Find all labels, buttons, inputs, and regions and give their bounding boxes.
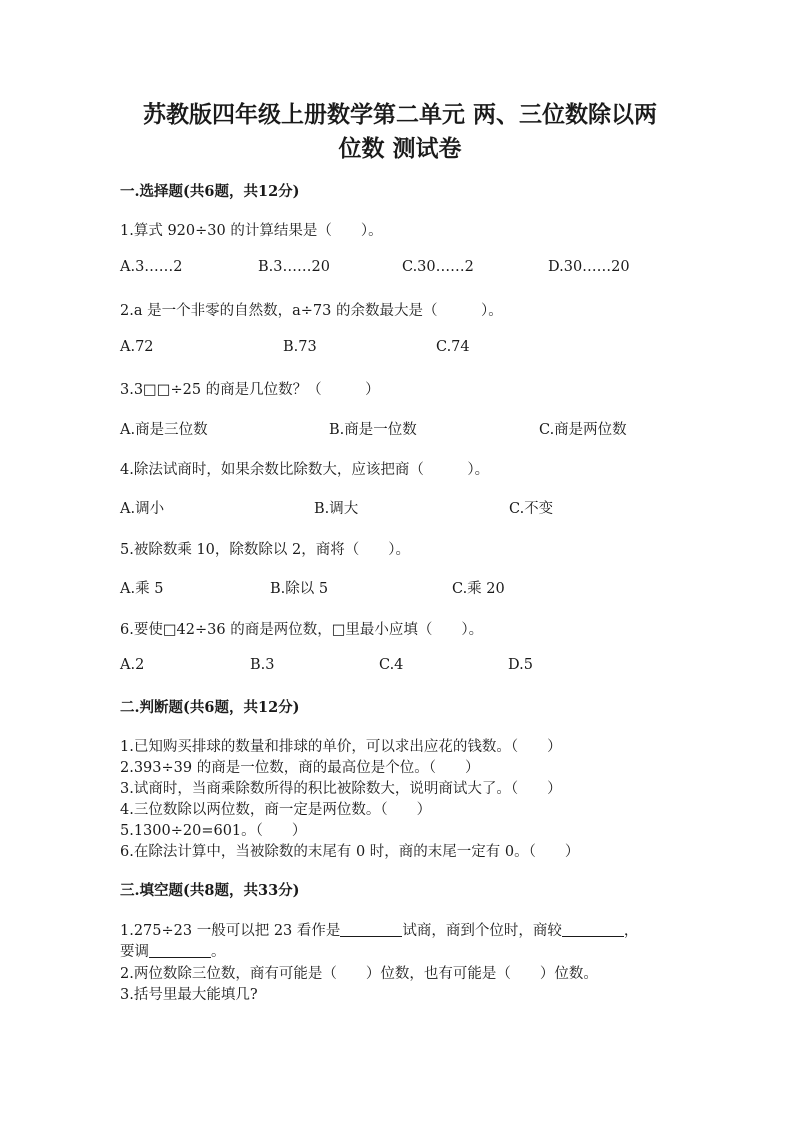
choice-option: B.除以 5 xyxy=(270,581,329,597)
choice-option: C.30……2 xyxy=(402,259,474,275)
fill-question-1-line2 xyxy=(120,940,226,961)
choice-option: C.4 xyxy=(379,657,404,673)
choice-option: B.3 xyxy=(250,657,275,673)
choice-option: A.72 xyxy=(120,339,154,355)
choice-option: B.商是一位数 xyxy=(329,422,417,438)
answer-blank[interactable] xyxy=(340,922,402,937)
worksheet-title-line1: 苏教版四年级上册数学第二单元 两、三位数除以两 xyxy=(142,101,657,128)
section-heading-fill: 三.填空题(共8题，共33分) xyxy=(120,882,300,899)
fill-question-1-text: 1.275÷23 一般可以把 23 看作是 xyxy=(120,923,341,939)
worksheet-title-line2: 位数 测试卷 xyxy=(338,135,462,162)
choice-option: D.5 xyxy=(508,657,533,673)
choice-option: B.3……20 xyxy=(258,259,330,275)
choice-option: B.73 xyxy=(283,339,317,355)
fill-question-1 xyxy=(120,919,638,940)
choice-option: A.乘 5 xyxy=(120,581,164,597)
answer-blank[interactable] xyxy=(562,922,624,937)
choice-option: C.乘 20 xyxy=(452,581,505,597)
judge-item-5: 5.1300÷20=601。（ ） xyxy=(120,823,307,839)
choice-option: C.74 xyxy=(436,339,470,355)
choice-question-6: 6.要使□42÷36 的商是两位数，□里最小应填（ ）。 xyxy=(120,622,484,638)
fill-question-2: 2.两位数除三位数，商有可能是（ ）位数，也有可能是（ ）位数。 xyxy=(120,966,598,982)
fill-question-1-text: ， xyxy=(623,923,639,939)
choice-option: D.30……20 xyxy=(548,259,630,275)
choice-question-2: 2.a 是一个非零的自然数，a÷73 的余数最大是（ ）。 xyxy=(120,303,503,319)
choice-option: C.商是两位数 xyxy=(539,422,627,438)
choice-option: C.不变 xyxy=(509,501,554,517)
fill-question-1-text: 试商，商到个位时，商较 xyxy=(402,923,562,939)
judge-item-6: 6.在除法计算中，当被除数的末尾有 0 时，商的末尾一定有 0。（ ） xyxy=(120,844,580,860)
fill-question-3: 3.括号里最大能填几? xyxy=(120,987,258,1003)
section-heading-choice: 一.选择题(共6题，共12分) xyxy=(120,183,300,200)
choice-option: A.调小 xyxy=(120,501,165,517)
section-heading-judge: 二.判断题(共6题，共12分) xyxy=(120,699,300,716)
choice-option: A.3……2 xyxy=(120,259,183,275)
judge-item-4: 4.三位数除以两位数，商一定是两位数。（ ） xyxy=(120,802,432,818)
fill-question-1-text: 要调 xyxy=(120,944,149,960)
choice-option: A.商是三位数 xyxy=(120,422,208,438)
fill-question-1-text: 。 xyxy=(211,944,226,960)
choice-option: A.2 xyxy=(120,657,145,673)
answer-blank[interactable] xyxy=(149,943,211,958)
judge-item-2: 2.393÷39 的商是一位数，商的最高位是个位。（ ） xyxy=(120,760,480,776)
judge-item-1: 1.已知购买排球的数量和排球的单价，可以求出应花的钱数。（ ） xyxy=(120,739,562,755)
judge-item-3: 3.试商时，当商乘除数所得的积比被除数大，说明商试大了。（ ） xyxy=(120,781,562,797)
choice-question-3: 3.3□□÷25 的商是几位数？（ ） xyxy=(120,382,380,398)
choice-question-5: 5.被除数乘 10，除数除以 2，商将（ ）。 xyxy=(120,542,410,558)
choice-question-4: 4.除法试商时，如果余数比除数大，应该把商（ ）。 xyxy=(120,462,490,478)
choice-option: B.调大 xyxy=(314,501,359,517)
choice-question-1: 1.算式 920÷30 的计算结果是（ ）。 xyxy=(120,223,383,239)
